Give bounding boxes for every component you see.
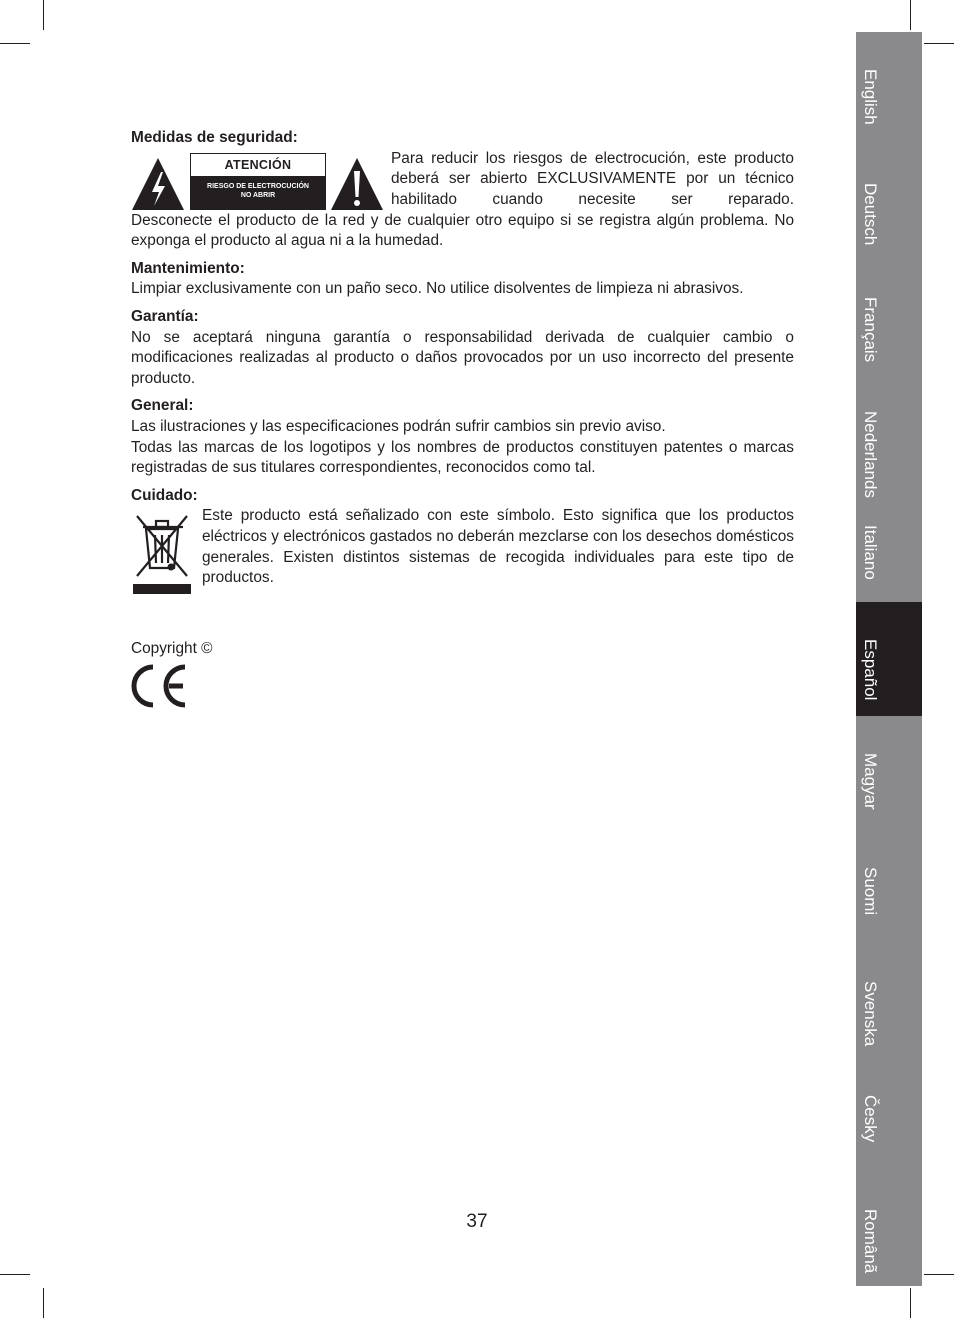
crop-mark xyxy=(43,1288,44,1318)
section-heading-mantenimiento: Mantenimiento: xyxy=(131,259,245,277)
section-heading-cuidado: Cuidado: xyxy=(131,486,198,504)
crop-mark xyxy=(0,1274,30,1275)
language-tab-8[interactable] xyxy=(856,944,922,1058)
crop-mark xyxy=(43,0,44,30)
language-tab-label: Suomi xyxy=(861,867,880,916)
section-heading-seguridad: Medidas de seguridad: xyxy=(131,129,298,146)
safety-text-top: Para reducir los riesgos de electrocución, este producto deberá ser abierto EXCLUSIVAMENTE por un técnico habilitado cuando necesite ser reparado. xyxy=(391,149,794,208)
safety-warning-row xyxy=(131,149,794,211)
crop-mark xyxy=(0,43,30,44)
mantenimiento-text: Limpiar exclusivamente con un paño seco. No utilice disolventes de limpieza ni abrasivos. xyxy=(131,280,744,298)
crop-mark xyxy=(924,43,954,44)
general-text-1: Las ilustraciones y las especificaciones podrán sufrir cambios sin previo aviso. xyxy=(131,417,666,435)
language-tab-label: Nederlands xyxy=(861,411,880,498)
copyright: Copyright © xyxy=(131,639,213,657)
page-number: 37 xyxy=(466,1211,488,1232)
language-tab-2[interactable] xyxy=(856,260,922,374)
weee-row xyxy=(131,506,794,588)
language-sidebar xyxy=(856,32,922,1286)
language-tab-5[interactable] xyxy=(856,602,922,716)
language-tab-label: Italiano xyxy=(861,525,880,580)
language-tab-label: Svenska xyxy=(861,981,880,1047)
crop-mark xyxy=(910,0,911,30)
language-tab-label: Magyar xyxy=(861,753,880,810)
section-heading-garantia: Garantía: xyxy=(131,307,199,325)
lightning-bolt-icon xyxy=(131,157,185,211)
language-tab-label: Deutsch xyxy=(861,183,880,246)
language-tab-3[interactable] xyxy=(856,374,922,498)
general-text-2: Todas las marcas de los logotipos y los nombres de productos constituyen patentes o marcas registradas de sus titulares correspondientes, reconocidos como tal. xyxy=(131,438,794,477)
language-tab-10[interactable] xyxy=(856,1172,922,1286)
caution-box xyxy=(190,153,326,210)
language-tab-9[interactable] xyxy=(856,1058,922,1172)
crossed-bin-icon xyxy=(131,508,193,600)
ce-mark-icon xyxy=(131,663,189,709)
crop-mark xyxy=(910,1288,911,1318)
language-tab-1[interactable] xyxy=(856,146,922,260)
language-tab-label: English xyxy=(861,69,880,125)
language-tab-0[interactable] xyxy=(856,32,922,146)
caution-line-2: NO ABRIR xyxy=(240,191,276,199)
language-tab-label: Français xyxy=(861,297,880,363)
caution-line-1: RIESGO DE ELECTROCUCIÓN xyxy=(207,182,309,190)
crop-mark xyxy=(924,1274,954,1275)
language-tab-label: Românã xyxy=(861,1209,880,1274)
language-tab-4[interactable] xyxy=(856,488,922,602)
cuidado-text: Este producto está señalizado con este símbolo. Esto significa que los productos eléctricos y electrónicos gastados no deberán mezclarse con los desechos domésticos generales. Existen distintos sistemas de recogida individuales para este tipo de productos. xyxy=(202,507,794,587)
language-tab-label: Español xyxy=(861,639,880,701)
language-tab-6[interactable] xyxy=(856,716,922,830)
language-tab-7[interactable] xyxy=(856,830,922,944)
safety-text-rest: Desconecte el producto de la red y de cualquier otro equipo si se registra algún problema. No exponga el producto al agua ni a la humedad. xyxy=(131,211,794,250)
caution-band xyxy=(191,176,325,209)
electric-warning-label xyxy=(131,153,385,211)
page-content xyxy=(131,128,794,709)
exclamation-warning-icon xyxy=(330,157,384,211)
garantia-text: No se aceptará ninguna garantía o responsabilidad derivada de cualquier cambio o modificaciones realizadas al producto o daños provocados por un uso incorrecto del presente producto. xyxy=(131,328,794,387)
language-tab-label: Česky xyxy=(861,1095,880,1143)
section-heading-general: General: xyxy=(131,397,194,415)
caution-title: ATENCIÓN xyxy=(224,157,292,172)
